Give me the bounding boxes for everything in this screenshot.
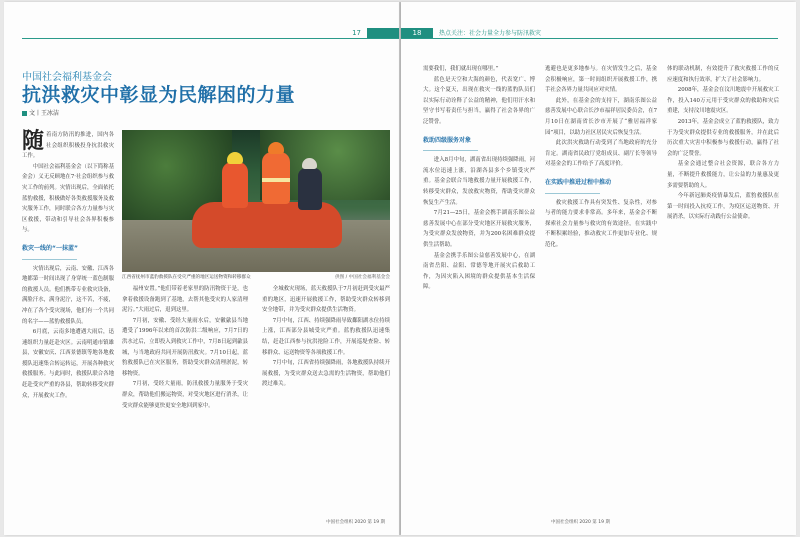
article-column-4 — [423, 64, 535, 293]
paragraph: 2008年，基金会在汶川地震中开展救灾工作，投入140万元用于受灾群众的救助和灾后重建，支持汶川地震灾区。 — [667, 87, 779, 115]
paragraph: 7月中旬，江西省持续强降雨，各地救援队持续开展救援，为受灾群众送去急需的生活物资，帮助他们渡过难关。 — [262, 360, 390, 388]
paragraph: 救灾救援工作具有突发性、复杂性，对参与者的能力要求非常高。多年来，基金会不断探索社会力量参与救灾的有效途径，在实践中不断积累经验，推动救灾工作更加专业化、规范化。 — [545, 199, 657, 248]
paragraph: 6月底，云南多地遭遇大雨后，迅速组织力量赶赴灾区。云南明通市镇雄县，安徽安庆、江西景德镇等地各地救援队迅速集合转运转运，开展各种救灾救援服务。与此同时，救援队联合各地赶赴受灾严重的各县，帮助转移受灾群众，开展救灾工作。 — [22, 329, 114, 399]
rescue-photo — [122, 130, 390, 272]
paragraph: 体的联动机制，有效提升了救灾救援工作的反应速度和执行效率，扩大了社会影响力。 — [667, 66, 779, 83]
article-kicker: 中国社会福利基金会 — [22, 72, 112, 83]
left-page — [4, 2, 399, 535]
right-page — [401, 2, 796, 535]
paragraph: 基金会携手乐图公益慈善发展中心，在湖南省岳阳、益阳、常德等地开展灾后救助工作，为因灾陷入困境的群众提供基本生活保障。 — [423, 252, 535, 291]
paragraph: 此次洪灾救助行动受到了当地政府的充分肯定。湖南省民政厅党组成员、副厅长等领导对基金会的工作给予了高度评价。 — [545, 140, 657, 168]
subhead-service: 救助四级服务对象 — [423, 136, 472, 144]
header-rule — [22, 38, 399, 39]
article-column-3 — [262, 284, 390, 390]
paragraph: 7月初，受经大量雨，防汛救援力量服务于受灾群众，帮助他们搬运物资，对受灾地区进行消杀，让受灾群众能够更快更安全地回到家中。 — [122, 381, 248, 409]
drop-cap: 随 — [22, 128, 45, 154]
paragraph: 7月中旬，江西、持续强降雨导致鄱阳湖水位持续上涨，江西部分县城受灾严重。蓝豹救援队迅速集结，赶赴江西参与抗洪抢险工作，开展巡堤查险、转移群众、运送物资等各项救援工作。 — [262, 317, 390, 356]
article-column-2 — [122, 284, 248, 411]
section-label: 热点关注：社会力量全力参与防汛救灾 — [439, 30, 542, 37]
paragraph: 福州安置。”他们带着老家里的防汛物资于是，也拿着救援设备跑到了基地，去帮其他受灾的人家清理泥污。”大雨过后，退到这里。 — [122, 286, 248, 314]
right-page-footer: 中国社会组织 2020 第 19 期 — [551, 520, 610, 525]
right-page-number: 18 — [401, 28, 433, 39]
byline-marker-icon — [22, 111, 27, 116]
paragraph: 进入8月中旬，湖南省出现持续强降雨，河流水位迅速上涨，沿湖各县多个乡镇受灾严重。基金会联合当地救援力量开展救援工作，转移受灾群众，发放救灾物资，帮助受灾群众恢复生产生活。 — [423, 157, 535, 206]
paragraph: 基金会通过整合社会资源，联合各方力量，不断提升救援能力，让公益的力量惠及更多需要帮助的人。 — [667, 161, 779, 189]
subhead-practice: 在实践中推进过程中推动 — [545, 178, 612, 186]
article-title: 抗洪救灾中彰显为民解困的力量 — [22, 84, 296, 106]
subhead-rule — [423, 150, 478, 151]
left-page-number: 17 — [352, 29, 361, 37]
left-page-footer: 中国社会组织 2020 第 19 期 — [326, 520, 385, 525]
paragraph: 蓝色是天空和大海的颜色，代表宽广、博大。这个夏天，出现在救灾一线的蓝豹队员们以实际行动诠释了公益的精神，他们用汗水和坚守书写着责任与担当，赢得了社会各界的广泛赞誉。 — [423, 76, 535, 125]
paragraph: 逃避也是更多地参与。在灾情发生之后，基金会积极响应，第一时间组织开展救援工作，携手社会各界力量共同应对灾情。 — [545, 66, 657, 94]
byline-text: 文丨王冰洁 — [29, 110, 60, 117]
article-column-6 — [667, 64, 779, 223]
subhead-frontline: 救灾一线的“一抹蓝” — [22, 244, 78, 252]
paragraph: 2013年，基金会成立了蓝豹救援队，致力于为受灾群众提供专业的救援服务，并在此后历次重大灾害中积极参与救援行动，赢得了社会的广泛赞誉。 — [667, 118, 779, 157]
paragraph: 今年新冠肺炎疫情暴发后，蓝豹救援队在第一时间投入抗疫工作，为疫区运送物资、开展消杀，以实际行动践行公益使命。 — [667, 193, 779, 221]
article-byline — [22, 108, 59, 117]
header-rule — [401, 38, 778, 39]
caption-text: 江西省抚州市蓝豹救援队在受灾严重的地区运送物资和转移群众 — [122, 275, 251, 280]
photo-credit: 供图 / 中国社会福利基金会 — [334, 275, 390, 280]
paragraph: 此外，在基金会的支持下，湖南乐图公益慈善发展中心联合长沙市福祥居民委员会，在7月10日在湖南省长沙市开展了“雅居福祥家园”项目，以助力社区居民灾后恢复生活。 — [545, 97, 657, 136]
paragraph: 灾情出现后，云南、安徽、江西各地都第一时间出现了身穿统一蓝色制服的救援人员。他们携带专业救灾设备，满脸汗水，满身泥泞，这不苦，不疲，冲在了各个受灾现场，他们有一个共同的名字——蓝豹救援队员。 — [22, 265, 114, 325]
magazine-spread — [4, 2, 796, 535]
intro-paragraph: 随着南方防汛的推进，国内各社会组织积极投身抗洪救灾工作。 — [22, 128, 114, 160]
article-column-5 — [545, 64, 657, 251]
right-page-header — [401, 28, 778, 38]
paragraph: 需要我们，我们就出现在哪里。” — [423, 66, 499, 72]
paragraph: 7月初，安徽、受经大量雨水后，安徽歙县当地遭受了1996年以来的首次防洪二级响应，7月7日的洪水过后，立即投入到救灾工作中，7月8日起到歙县城，与当地政府共同开展防汛救灾。7月10日起，蓝豹救援队已在灾区服务，帮助受灾群众清理淤泥，转移物资。 — [122, 317, 248, 377]
paragraph: 7月21—25日，基金会携手湖南乐图公益慈善发展中心在部分受灾地区开展救灾服务，为受灾群众发放物资，并为200名困难群众提供生活帮助。 — [423, 210, 535, 248]
paragraph: 全城救灾现场，蓝天救援队于7月初赶到受灾最严重的地区，迅速开展救援工作，帮助受灾群众转移到安全地带，并为受灾群众提供生活物资。 — [262, 286, 390, 314]
paragraph: 中国社会福利基金会（以下简称基金会）义无反顾地在7·社会组织参与救灾工作的前列。灾情出现后，全面依托蓝豹救援，积极做好各类救援服务及救灾服务工作，同时联合各方力量参与灾区救援，带动和引导社会各界积极参与。 — [22, 163, 114, 234]
left-page-header — [22, 28, 399, 38]
subhead-rule — [22, 259, 77, 260]
article-column-1 — [22, 130, 114, 401]
subhead-rule — [545, 193, 600, 194]
photo-caption — [122, 274, 390, 280]
